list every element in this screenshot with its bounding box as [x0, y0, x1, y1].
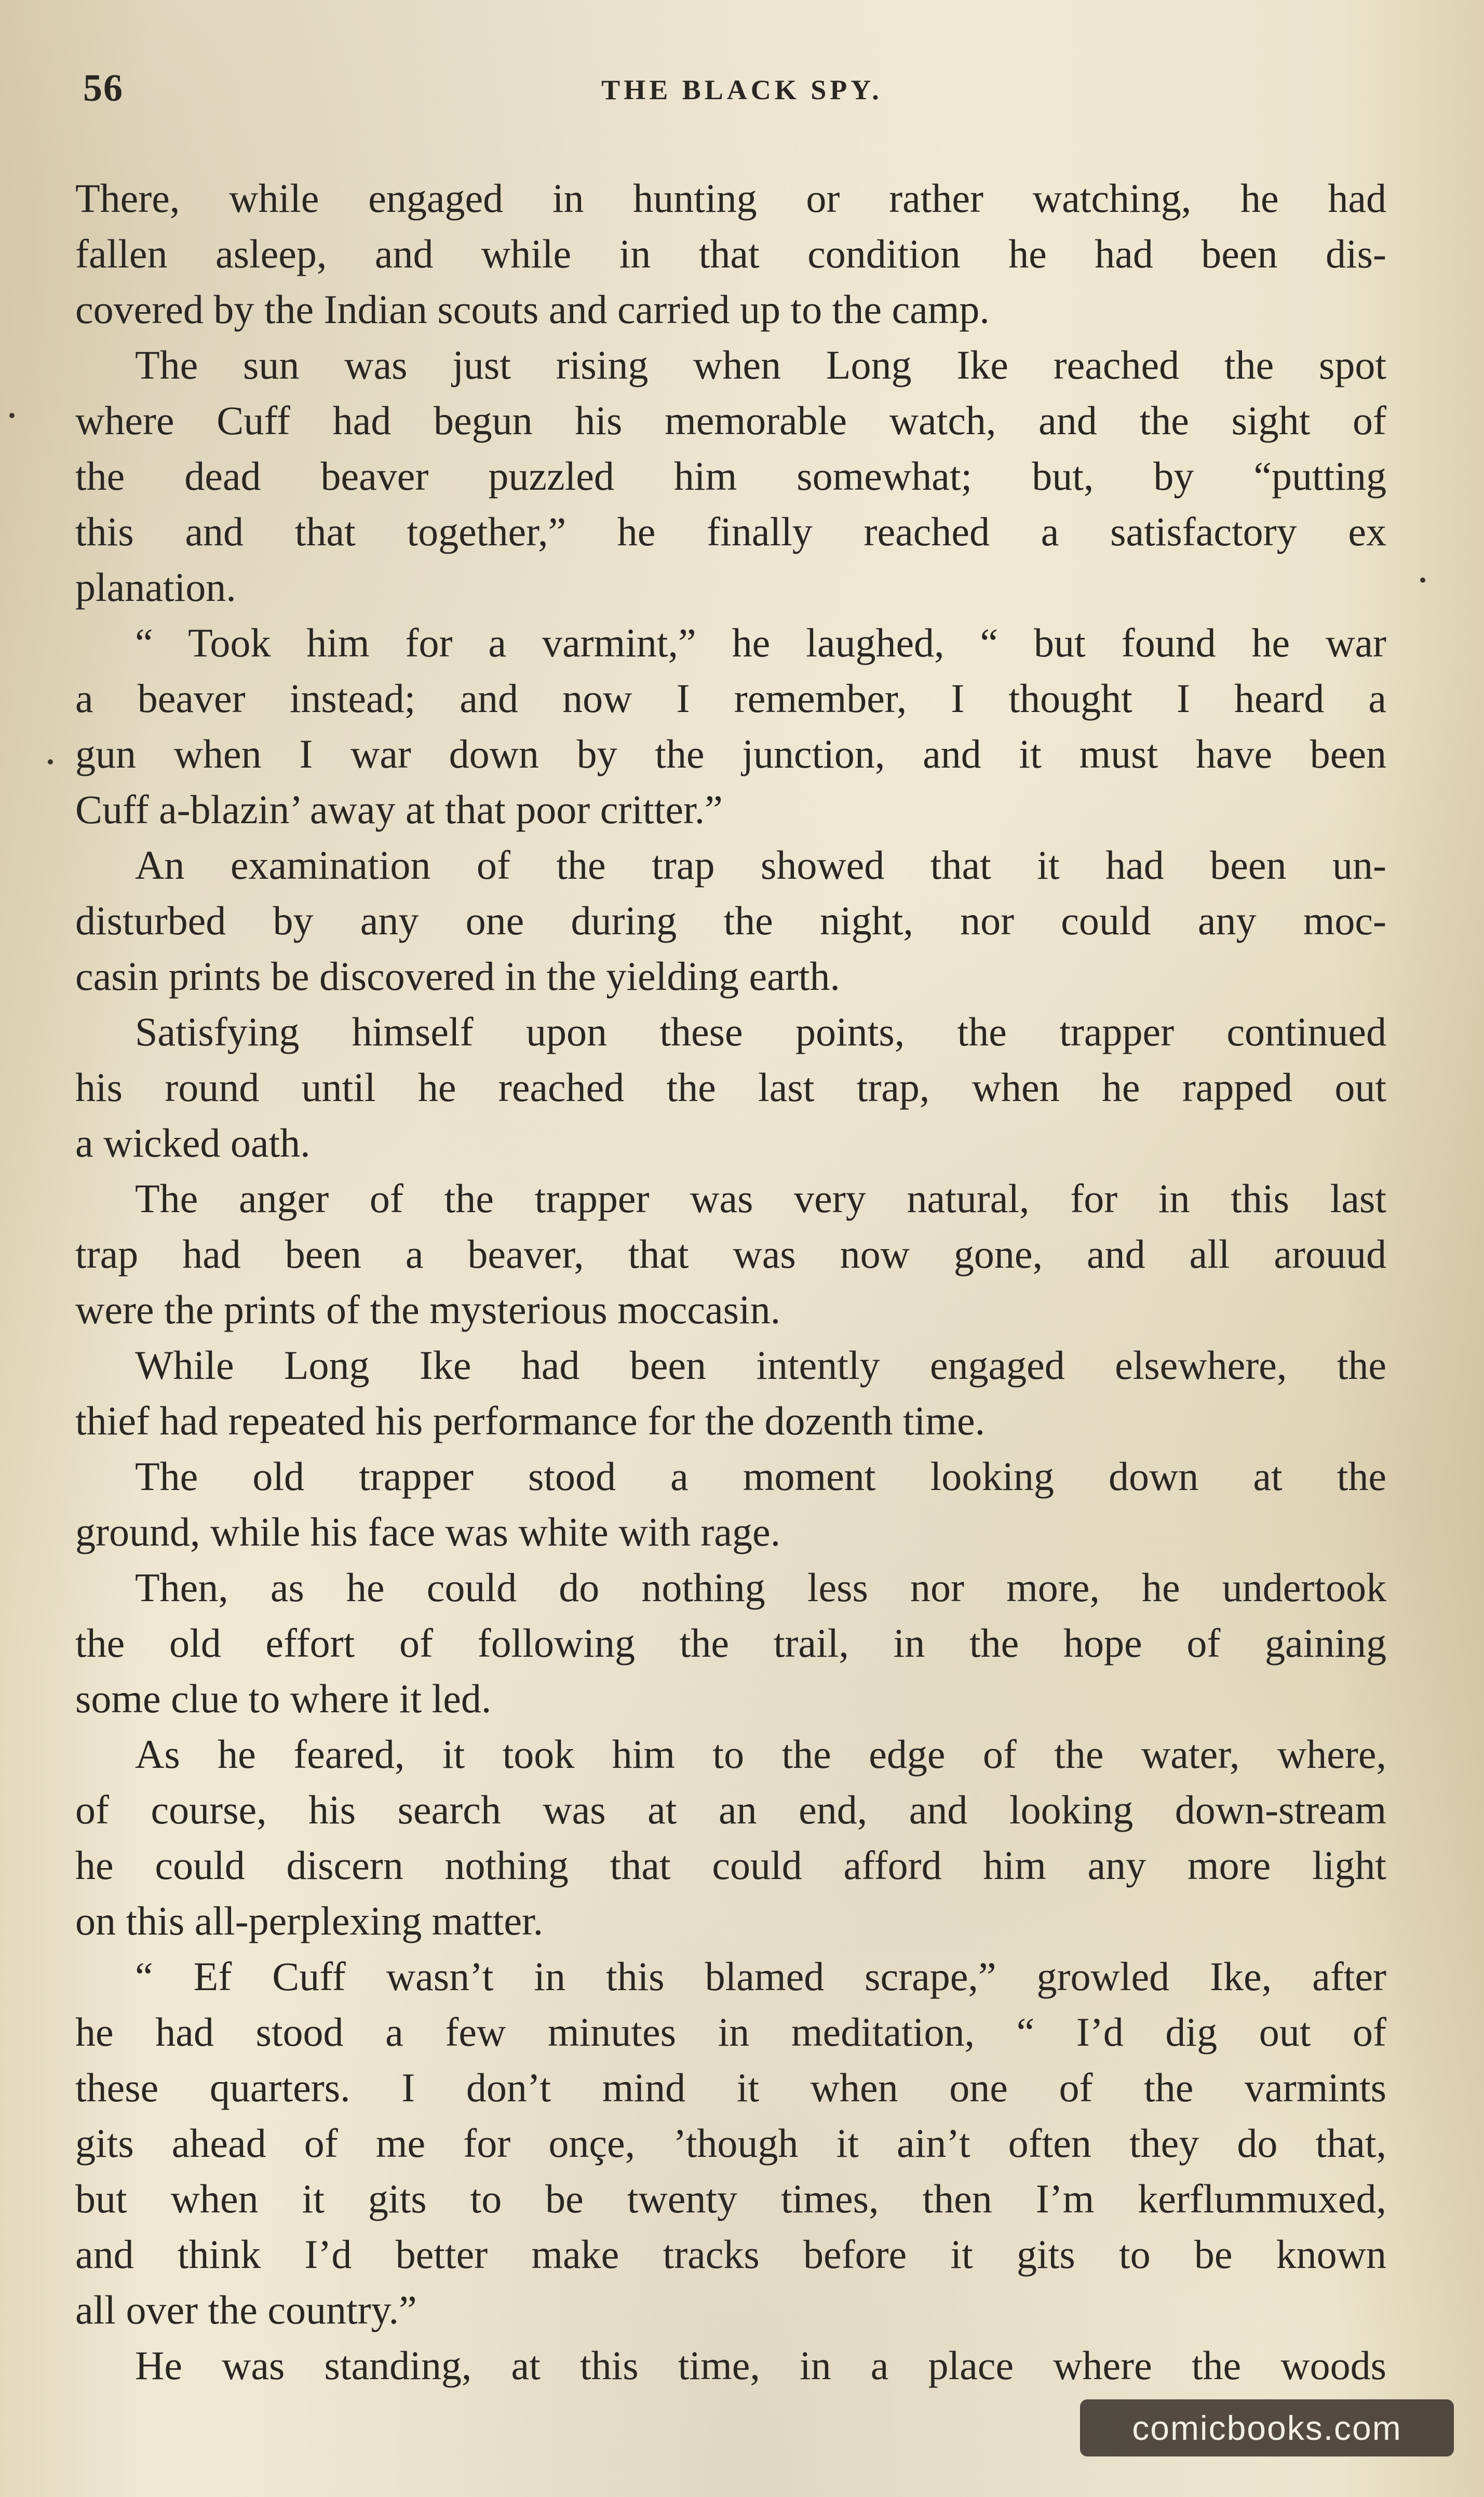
- text-line: planation.: [75, 565, 236, 610]
- body-text: [75, 170, 1386, 2393]
- text-line: disturbed by any one during the night, nor could any moc-: [75, 898, 1386, 943]
- text-line: “ Ef Cuff wasn’t in this blamed scrape,” growled Ike, after: [135, 1954, 1386, 1999]
- text-line: The sun was just rising when Long Ike reached the spot: [135, 342, 1386, 387]
- text-line: some clue to where it led.: [75, 1676, 492, 1721]
- text-line: these quarters. I don’t mind it when one of the varmints: [75, 2065, 1386, 2110]
- ink-speck: [48, 759, 53, 764]
- text-line: and think I’d better make tracks before it gits to be known: [75, 2232, 1386, 2277]
- text-line: a wicked oath.: [75, 1120, 311, 1165]
- text-line: ground, while his face was white with rage.: [75, 1509, 781, 1554]
- ink-speck: [9, 413, 15, 418]
- page-header: [0, 66, 1484, 113]
- page-number: 56: [83, 67, 124, 110]
- text-line: this and that together,” he finally reached a satisfactory ex: [75, 509, 1386, 554]
- text-line: fallen asleep, and while in that condition he had been dis-: [75, 231, 1386, 276]
- text-line: The old trapper stood a moment looking down at the: [135, 1454, 1386, 1499]
- ink-speck: [1420, 578, 1425, 583]
- text-line: his round until he reached the last trap, when he rapped out: [75, 1065, 1386, 1110]
- text-line: all over the country.”: [75, 2287, 417, 2332]
- text-line: a beaver instead; and now I remember, I thought I heard a: [75, 676, 1386, 721]
- text-line: “ Took him for a varmint,” he laughed, “ but found he war: [135, 620, 1386, 665]
- text-line: casin prints be discovered in the yielding earth.: [75, 954, 840, 999]
- text-line: An examination of the trap showed that it had been un-: [135, 842, 1386, 888]
- running-head: THE BLACK SPY.: [601, 74, 883, 105]
- text-line: As he feared, it took him to the edge of the water, where,: [135, 1731, 1386, 1777]
- text-line: were the prints of the mysterious moccasin.: [75, 1287, 781, 1332]
- text-line: where Cuff had begun his memorable watch, and the sight of: [75, 398, 1386, 443]
- text-line: He was standing, at this time, in a place where the woods: [135, 2343, 1386, 2388]
- text-line: Cuff a-blazin’ away at that poor critter.”: [75, 787, 723, 832]
- text-line: thief had repeated his performance for the dozenth time.: [75, 1398, 986, 1443]
- text-line: The anger of the trapper was very natural, for in this last: [135, 1176, 1386, 1221]
- text-line: of course, his search was at an end, and looking down-stream: [75, 1787, 1386, 1832]
- text-line: the old effort of following the trail, in the hope of gaining: [75, 1620, 1386, 1666]
- text-line: Then, as he could do nothing less nor more, he undertook: [135, 1565, 1386, 1610]
- text-line: but when it gits to be twenty times, then I’m kerflummuxed,: [75, 2176, 1386, 2221]
- text-line: on this all-perplexing matter.: [75, 1898, 544, 1943]
- text-line: covered by the Indian scouts and carried up to the camp.: [75, 287, 990, 332]
- text-line: the dead beaver puzzled him somewhat; but, by “putting: [75, 453, 1386, 499]
- text-line: Satisfying himself upon these points, the trapper continued: [135, 1009, 1386, 1054]
- text-line: trap had been a beaver, that was now gone, and all arouud: [75, 1231, 1386, 1277]
- text-line: gits ahead of me for onçe, ’though it ain’t often they do that,: [75, 2120, 1386, 2166]
- text-line: While Long Ike had been intently engaged elsewhere, the: [135, 1343, 1386, 1388]
- text-line: he had stood a few minutes in meditation, “ I’d dig out of: [75, 2009, 1386, 2055]
- text-line: gun when I war down by the junction, and it must have been: [75, 731, 1386, 776]
- text-line: There, while engaged in hunting or rather watching, he had: [75, 176, 1386, 221]
- text-line: he could discern nothing that could afford him any more light: [75, 1843, 1386, 1888]
- site-watermark: comicbooks.com: [1080, 2399, 1454, 2456]
